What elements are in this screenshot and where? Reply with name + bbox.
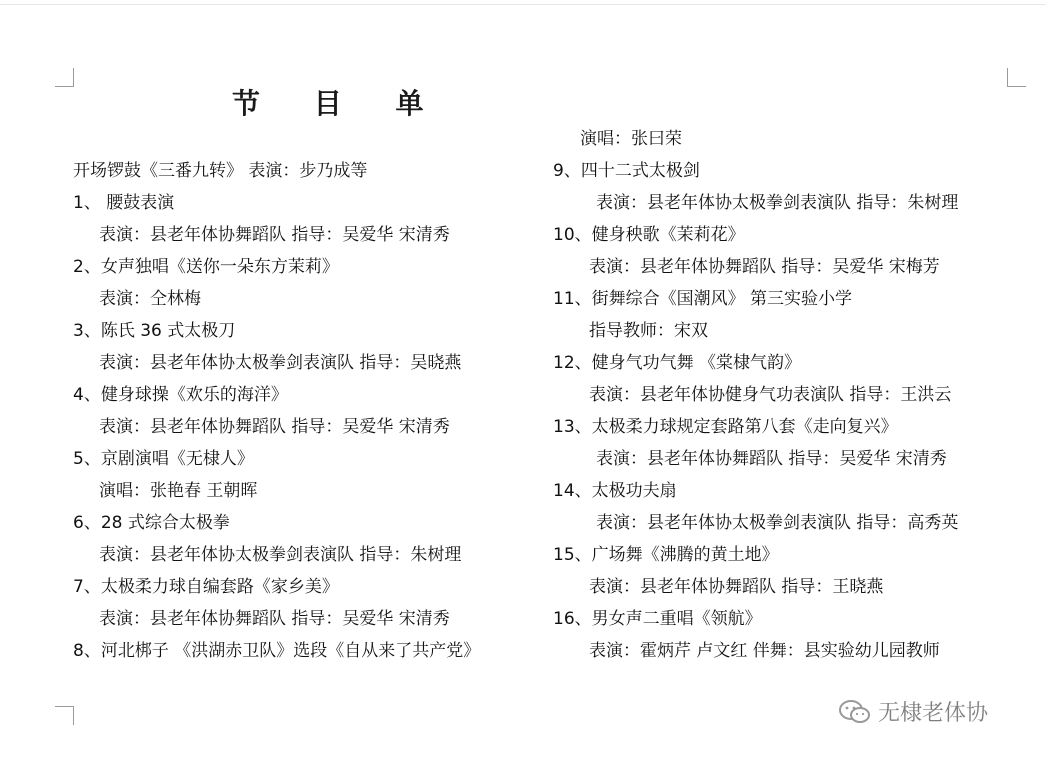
program-item-4: 4、健身球操《欢乐的海洋》 <box>73 385 288 405</box>
program-item-16: 16、男女声二重唱《领航》 <box>553 609 762 629</box>
program-item-5-detail: 演唱：张艳春 王朝晖 <box>99 481 258 501</box>
program-item-15: 15、广场舞《沸腾的黄土地》 <box>553 545 779 565</box>
program-item-14: 14、太极功夫扇 <box>553 481 677 501</box>
program-item-15-detail: 表演：县老年体协舞蹈队 指导：王晓燕 <box>589 577 884 597</box>
crop-mark-bottom-left <box>55 706 74 725</box>
program-item-9-detail: 表演：县老年体协太极拳剑表演队 指导：朱树理 <box>596 193 959 213</box>
watermark <box>838 696 988 727</box>
program-item-11: 11、街舞综合《国潮风》 第三实验小学 <box>553 289 853 309</box>
program-item-6: 6、28 式综合太极拳 <box>73 513 230 533</box>
program-item-3-detail: 表演：县老年体协太极拳剑表演队 指导：吴晓燕 <box>99 353 462 373</box>
program-item-2-detail: 表演：仝林梅 <box>99 289 201 309</box>
program-item-14-detail: 表演：县老年体协太极拳剑表演队 指导：高秀英 <box>596 513 959 533</box>
program-opening: 开场锣鼓《三番九转》 表演：步乃成等 <box>73 161 368 181</box>
page-title: 节 目 单 <box>232 87 446 120</box>
program-item-12: 12、健身气功气舞 《棠棣气韵》 <box>553 353 802 373</box>
program-item-10: 10、健身秧歌《茉莉花》 <box>553 225 745 245</box>
program-item-7-detail: 表演：县老年体协舞蹈队 指导：吴爱华 宋清秀 <box>99 609 450 629</box>
program-item-10-detail: 表演：县老年体协舞蹈队 指导：吴爱华 宋梅芳 <box>589 257 940 277</box>
program-item-8-detail: 演唱：张曰荣 <box>580 129 682 149</box>
top-border-line <box>0 4 1046 5</box>
program-item-13-detail: 表演：县老年体协舞蹈队 指导：吴爱华 宋清秀 <box>596 449 947 469</box>
crop-mark-top-right <box>1007 68 1026 87</box>
program-item-16-detail: 表演：霍炳芹 卢文红 伴舞：县实验幼儿园教师 <box>589 641 940 661</box>
program-item-12-detail: 表演：县老年体协健身气功表演队 指导：王洪云 <box>589 385 952 405</box>
program-item-8: 8、河北梆子 《洪湖赤卫队》选段《自从来了共产党》 <box>73 641 481 661</box>
program-item-13: 13、太极柔力球规定套路第八套《走向复兴》 <box>553 417 898 437</box>
program-item-1-detail: 表演：县老年体协舞蹈队 指导：吴爱华 宋清秀 <box>99 225 450 245</box>
program-item-9: 9、四十二式太极剑 <box>553 161 700 181</box>
wechat-icon <box>838 698 872 726</box>
program-item-11-detail: 指导教师：宋双 <box>589 321 708 341</box>
program-item-7: 7、太极柔力球自编套路《家乡美》 <box>73 577 339 597</box>
program-item-2: 2、女声独唱《送你一朵东方茉莉》 <box>73 257 339 277</box>
program-item-1: 1、 腰鼓表演 <box>73 193 175 213</box>
program-item-6-detail: 表演：县老年体协太极拳剑表演队 指导：朱树理 <box>99 545 462 565</box>
program-item-4-detail: 表演：县老年体协舞蹈队 指导：吴爱华 宋清秀 <box>99 417 450 437</box>
program-item-5: 5、京剧演唱《无棣人》 <box>73 449 254 469</box>
watermark-text: 无棣老体协 <box>878 701 989 726</box>
program-item-3: 3、陈氏 36 式太极刀 <box>73 321 236 341</box>
crop-mark-top-left <box>55 68 74 87</box>
